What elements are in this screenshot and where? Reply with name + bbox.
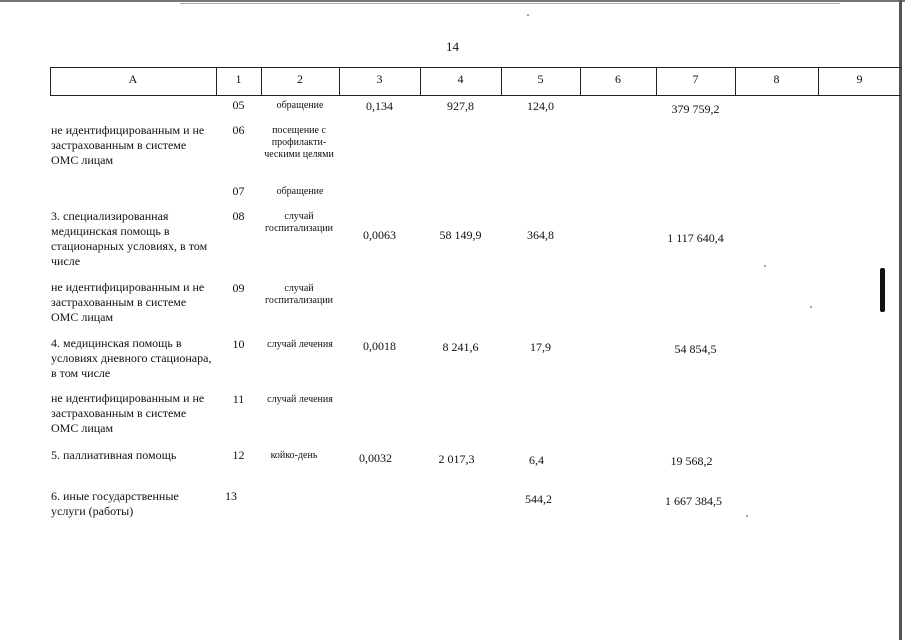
row-unit: койко-день (270, 450, 318, 461)
row-value-col7: 54 854,5 (674, 342, 717, 356)
row-description: 3. специализированная медицинская помощь в стационарных условиях, в том числе (51, 209, 208, 268)
row-value-col4: 8 241,6 (442, 340, 479, 354)
row-description: не идентифицированным и не застрахованным в системе ОМС лицам (51, 123, 205, 167)
row-description: 5. паллиативная помощь (51, 448, 177, 462)
row-value-col3: 0,0032 (359, 451, 392, 465)
row-unit: обращение (276, 100, 324, 111)
header-col-7: 7 (692, 72, 699, 86)
row-value-col4: 2 017,3 (438, 452, 475, 466)
header-col-2: 2 (297, 72, 303, 86)
row-value-col5: 544,2 (525, 492, 552, 506)
table-header-top-line (50, 67, 902, 68)
scan-border-top (0, 0, 905, 2)
row-value-col7: 1 667 384,5 (665, 494, 722, 508)
row-unit: случай госпитализации (264, 283, 334, 306)
row-code: 07 (232, 184, 245, 198)
header-col-5: 5 (537, 72, 544, 86)
row-value-col3: 0,0018 (363, 339, 396, 353)
scan-border-top-inner (180, 3, 840, 4)
header-col-9: 9 (856, 72, 863, 86)
row-unit: случай госпитализации (264, 211, 334, 234)
scan-speck (764, 265, 766, 267)
row-value-col5: 364,8 (527, 228, 554, 242)
scan-speck (746, 515, 748, 517)
row-value-col7: 19 568,2 (670, 454, 713, 468)
scan-speck (527, 14, 529, 16)
header-col-a: А (128, 72, 138, 86)
right-column-border (901, 95, 902, 565)
row-value-col7: 1 117 640,4 (667, 231, 724, 245)
row-value-col4: 927,8 (447, 99, 474, 113)
row-value-col5: 17,9 (530, 340, 551, 354)
row-code: 06 (232, 123, 245, 137)
row-description: 6. иные государственные услуги (работы) (51, 489, 179, 518)
binding-mark (880, 268, 885, 312)
row-code: 10 (232, 337, 245, 351)
row-value-col7: 379 759,2 (671, 102, 720, 116)
row-description: не идентифицированным и не застрахованным в системе ОМС лицам (51, 280, 205, 324)
header-col-3: 3 (376, 72, 383, 86)
row-value-col3: 0,0063 (363, 228, 396, 242)
row-value-col3: 0,134 (366, 99, 393, 113)
row-description: не идентифицированным и не застрахованным в системе ОМС лицам (51, 391, 205, 435)
row-unit: посещение с профилакти-ческими целями (264, 125, 334, 160)
row-code: 08 (232, 209, 245, 223)
row-code: 09 (232, 281, 245, 295)
page-number: 14 (446, 39, 459, 54)
row-value-col5: 6,4 (529, 453, 544, 467)
row-code: 13 (225, 489, 237, 503)
row-unit: случай лечения (267, 394, 333, 405)
row-description: 4. медицинская помощь в условиях дневного стационара, в том числе (51, 336, 212, 380)
scan-speck (810, 306, 812, 308)
row-value-col4: 58 149,9 (439, 228, 482, 242)
header-col-6: 6 (615, 72, 621, 86)
header-col-8: 8 (773, 72, 780, 86)
table-header-bottom-line (50, 95, 902, 96)
row-unit: обращение (276, 186, 324, 197)
row-unit: случай лечения (267, 339, 333, 350)
row-value-col5: 124,0 (527, 99, 554, 113)
header-col-1: 1 (235, 72, 242, 86)
header-col-4: 4 (457, 72, 464, 86)
row-code: 05 (232, 98, 245, 112)
row-code: 12 (232, 448, 245, 462)
row-code: 11 (232, 392, 245, 406)
